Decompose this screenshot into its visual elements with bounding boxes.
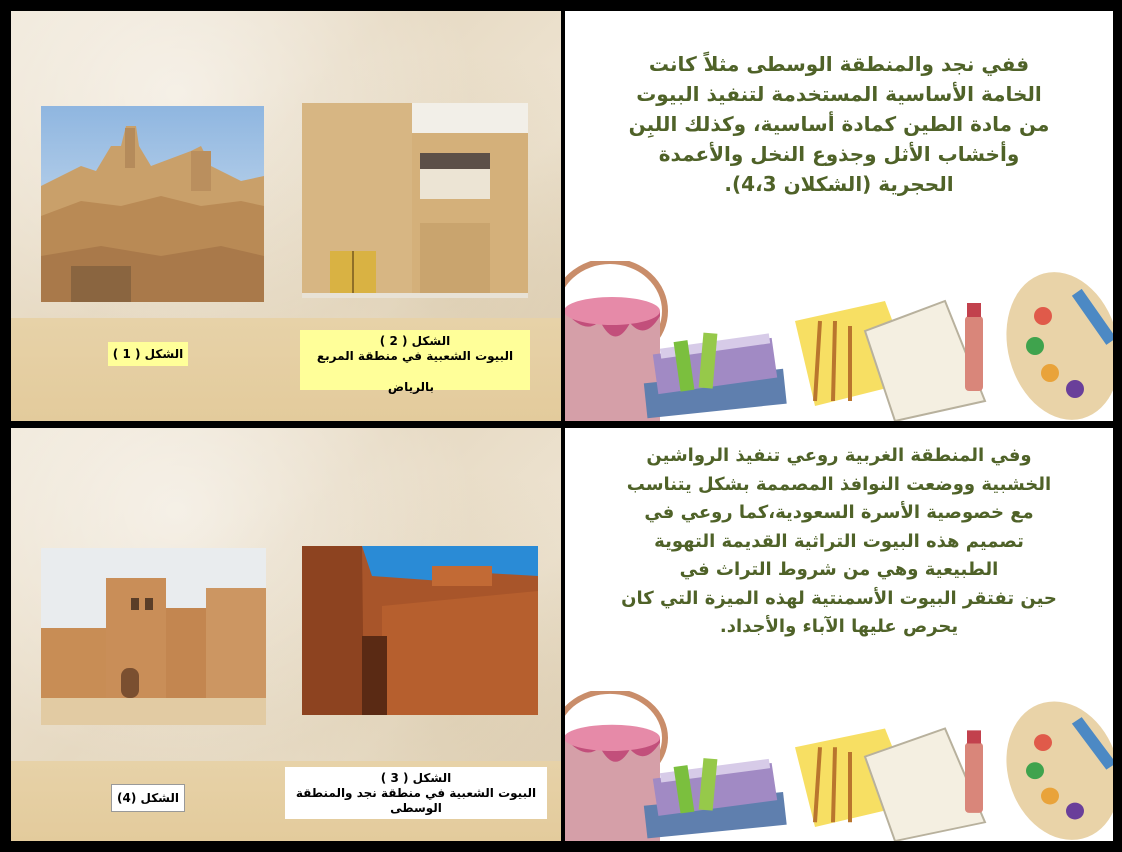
- caption-figure-3-desc-cont: الوسطى: [390, 801, 442, 815]
- paragraph-line: وفي المنطقة الغربية روعي تنفيذ الرواشين: [646, 445, 1032, 466]
- caption-figure-2-desc-cont: بالرياض: [387, 380, 435, 394]
- caption-figure-3-title: الشكل ( 3 ): [380, 771, 452, 785]
- paragraph-line: من مادة الطين كمادة أساسية، وكذلك اللبِن: [628, 112, 1050, 136]
- paint-tube-icon: [965, 303, 983, 391]
- paragraph-line: الخشبية ووضعت النوافذ المصممة بشكل يتناسب: [626, 473, 1052, 495]
- paragraph-line: مع خصوصية الأسرة السعودية،كما روعي في: [644, 502, 1034, 523]
- palette-icon: [990, 691, 1113, 841]
- photo-figure-2-murabba: [302, 103, 528, 298]
- paragraph-najd: [575, 49, 1103, 199]
- caption-figure-4: الشكل (4): [111, 784, 185, 812]
- palette-icon: [990, 261, 1113, 421]
- caption-figure-2-title: الشكل ( 2 ): [379, 334, 451, 348]
- art-supplies-illustration: [565, 261, 1113, 421]
- caption-figure-3: [285, 767, 547, 819]
- art-supplies-illustration: [565, 691, 1113, 841]
- caption-figure-3-desc: البيوت الشعبية في منطقة نجد والمنطقة: [295, 786, 537, 800]
- paragraph-line: يحرص عليها الآباء والأجداد.: [719, 616, 959, 637]
- paragraph-line: الخامة الأساسية المستخدمة لتنفيذ البيوت: [636, 82, 1042, 106]
- paragraph-western-region: [569, 442, 1109, 642]
- paragraph-line: ففي نجد والمنطقة الوسطى مثلاً كانت: [648, 52, 1030, 76]
- photo-figure-3-najd-walls: [302, 546, 538, 715]
- caption-figure-2-desc: البيوت الشعبية في منطقة المربع: [316, 349, 514, 363]
- slide-top-left: [11, 11, 561, 421]
- paragraph-line: حين تفتقر البيوت الأسمنتية لهذه الميزة التي كان: [621, 587, 1057, 609]
- slide-bottom-left: [11, 428, 561, 841]
- paragraph-line: الطبيعية وهي من شروط التراث في: [679, 559, 999, 580]
- caption-figure-1: الشكل ( 1 ): [108, 342, 188, 366]
- slide-bottom-right: [565, 428, 1113, 841]
- photo-figure-1-ruins: [41, 106, 264, 302]
- paint-tube-icon: [965, 730, 983, 813]
- paragraph-line: وأخشاب الأثل وجذوع النخل والأعمدة: [658, 142, 1020, 166]
- slide-top-right: [565, 11, 1113, 421]
- paragraph-line: الحجرية (الشكلان 4،3).: [724, 172, 954, 196]
- paragraph-line: تصميم هذه البيوت التراثية القديمة التهوية: [654, 530, 1024, 552]
- photo-figure-4-hejaz-house: [41, 548, 266, 725]
